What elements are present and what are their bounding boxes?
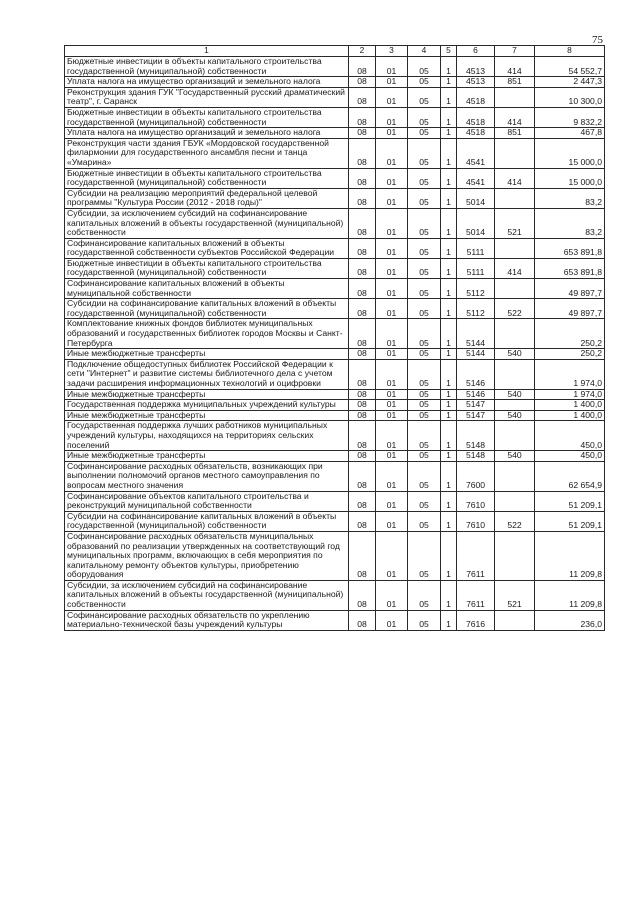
row-name: Софинансирование капитальных вложений в объекты государственной собственности субъектов Российской Федерации [65,238,349,258]
row-program: 1 [441,491,457,511]
column-header: 3 [376,46,408,57]
row-target-item: 5144 [457,349,495,360]
row-subsection: 01 [376,238,408,258]
row-code: 05 [408,107,441,127]
row-code: 05 [408,77,441,88]
row-name: Субсидии, за исключением субсидий на софинансирование капитальных вложений в объекты государственной (муниципальной) собственности [65,208,349,238]
row-amount: 51 209,1 [535,511,605,531]
row-section: 08 [349,87,376,107]
row-expense-type: 540 [495,410,535,421]
row-expense-type: 540 [495,349,535,360]
budget-table-body [65,57,605,631]
row-section: 08 [349,511,376,531]
budget-table [64,45,605,631]
table-row [65,511,605,531]
table-row [65,389,605,400]
table-row [65,299,605,319]
table-row [65,531,605,580]
table-row [65,491,605,511]
row-expense-type: 414 [495,168,535,188]
row-subsection: 01 [376,168,408,188]
row-subsection: 01 [376,299,408,319]
row-section: 08 [349,279,376,299]
row-expense-type: 522 [495,511,535,531]
row-subsection: 01 [376,610,408,630]
row-amount: 49 897,7 [535,299,605,319]
row-amount: 9 832,2 [535,107,605,127]
row-name: Государственная поддержка лучших работников муниципальных учреждений культуры, находящихся на территориях сельских поселений [65,421,349,451]
row-subsection: 01 [376,451,408,462]
table-row [65,87,605,107]
row-target-item: 5147 [457,410,495,421]
row-section: 08 [349,400,376,411]
row-code: 05 [408,461,441,491]
row-target-item: 7616 [457,610,495,630]
row-expense-type: 414 [495,57,535,77]
row-code: 05 [408,491,441,511]
row-program: 1 [441,258,457,278]
row-section: 08 [349,319,376,349]
row-program: 1 [441,87,457,107]
row-expense-type [495,279,535,299]
row-name: Бюджетные инвестиции в объекты капитального строительства государственной (муниципальной) собственности [65,57,349,77]
row-program: 1 [441,410,457,421]
row-section: 08 [349,188,376,208]
row-amount: 467,8 [535,128,605,139]
row-subsection: 01 [376,258,408,278]
row-expense-type [495,359,535,389]
row-subsection: 01 [376,77,408,88]
row-expense-type [495,461,535,491]
row-target-item: 5112 [457,299,495,319]
row-name: Уплата налога на имущество организаций и земельного налога [65,77,349,88]
row-subsection: 01 [376,188,408,208]
row-section: 08 [349,258,376,278]
row-name: Софинансирование расходных обязательств муниципальных образований по реализации утвержденных на соответствующий год муниципальных программ, включающих в себя мероприятия по капитальному ремонту объектов культуры, приобретению оборудования [65,531,349,580]
row-section: 08 [349,580,376,610]
row-amount: 51 209,1 [535,491,605,511]
table-row [65,610,605,630]
row-code: 05 [408,279,441,299]
table-row [65,359,605,389]
row-section: 08 [349,168,376,188]
row-name: Субсидии, за исключением субсидий на софинансирование капитальных вложений в объекты государственной (муниципальной) собственности [65,580,349,610]
column-header: 1 [65,46,349,57]
row-expense-type: 851 [495,128,535,139]
row-target-item: 5111 [457,258,495,278]
row-expense-type [495,421,535,451]
row-target-item: 4518 [457,128,495,139]
row-expense-type: 540 [495,451,535,462]
row-target-item: 4541 [457,168,495,188]
row-amount: 83,2 [535,188,605,208]
row-code: 05 [408,511,441,531]
row-program: 1 [441,238,457,258]
row-section: 08 [349,238,376,258]
table-row [65,400,605,411]
row-name: Субсидии на софинансирование капитальных вложений в объекты государственной (муниципальной) собственности [65,299,349,319]
row-amount: 49 897,7 [535,279,605,299]
row-target-item: 5147 [457,400,495,411]
row-subsection: 01 [376,400,408,411]
row-name: Софинансирование капитальных вложений в объекты муниципальной собственности [65,279,349,299]
row-target-item: 5014 [457,208,495,238]
row-expense-type [495,188,535,208]
table-row [65,57,605,77]
row-name: Субсидии на софинансирование капитальных вложений в объекты государственной (муниципальной) собственности [65,511,349,531]
table-row [65,77,605,88]
row-subsection: 01 [376,87,408,107]
row-amount: 236,0 [535,610,605,630]
row-code: 05 [408,168,441,188]
row-section: 08 [349,461,376,491]
row-name: Комплектование книжных фондов библиотек муниципальных образований и государственных библиотек городов Москвы и Санкт-Петербурга [65,319,349,349]
row-target-item: 5014 [457,188,495,208]
row-program: 1 [441,531,457,580]
row-name: Государственная поддержка муниципальных учреждений культуры [65,400,349,411]
row-section: 08 [349,359,376,389]
row-program: 1 [441,107,457,127]
row-target-item: 5148 [457,451,495,462]
table-row [65,258,605,278]
row-amount: 1 974,0 [535,359,605,389]
row-amount: 250,2 [535,319,605,349]
row-target-item: 7600 [457,461,495,491]
table-row [65,349,605,360]
table-row [65,128,605,139]
row-amount: 11 209,8 [535,580,605,610]
row-name: Бюджетные инвестиции в объекты капитального строительства государственной (муниципальной) собственности [65,168,349,188]
row-program: 1 [441,138,457,168]
column-header: 2 [349,46,376,57]
row-amount: 15 000,0 [535,138,605,168]
table-header-row [65,46,605,57]
row-program: 1 [441,389,457,400]
row-amount: 62 654,9 [535,461,605,491]
column-header: 6 [457,46,495,57]
table-row [65,188,605,208]
column-header: 8 [535,46,605,57]
row-amount: 250,2 [535,349,605,360]
row-amount: 1 974,0 [535,389,605,400]
table-row [65,580,605,610]
row-amount: 11 209,8 [535,531,605,580]
row-target-item: 5112 [457,279,495,299]
row-section: 08 [349,531,376,580]
row-section: 08 [349,421,376,451]
row-program: 1 [441,451,457,462]
row-program: 1 [441,610,457,630]
row-name: Иные межбюджетные трансферты [65,349,349,360]
table-row [65,451,605,462]
row-subsection: 01 [376,359,408,389]
column-header: 5 [441,46,457,57]
row-expense-type [495,138,535,168]
table-row [65,421,605,451]
row-program: 1 [441,400,457,411]
row-amount: 2 447,3 [535,77,605,88]
row-target-item: 7611 [457,531,495,580]
table-row [65,168,605,188]
row-target-item: 4541 [457,138,495,168]
row-name: Реконструкция части здания ГБУК «Мордовской государственной филармонии для государственного ансамбля песни и танца «Умарина» [65,138,349,168]
row-expense-type [495,319,535,349]
row-program: 1 [441,421,457,451]
row-name: Бюджетные инвестиции в объекты капитального строительства государственной (муниципальной) собственности [65,107,349,127]
row-code: 05 [408,421,441,451]
row-program: 1 [441,208,457,238]
row-name: Софинансирование объектов капитального строительства и реконструкций муниципальной собственности [65,491,349,511]
row-expense-type [495,531,535,580]
row-name: Реконструкция здания ГУК "Государственный русский драматический театр", г. Саранск [65,87,349,107]
row-code: 05 [408,128,441,139]
table-row [65,461,605,491]
row-amount: 653 891,8 [535,258,605,278]
row-section: 08 [349,138,376,168]
row-subsection: 01 [376,491,408,511]
row-expense-type: 851 [495,77,535,88]
row-code: 05 [408,610,441,630]
row-target-item: 4513 [457,77,495,88]
row-name: Софинансирование расходных обязательств, возникающих при выполнении полномочий органов местного самоуправления по вопросам местного значения [65,461,349,491]
row-expense-type: 414 [495,258,535,278]
row-section: 08 [349,410,376,421]
row-expense-type [495,400,535,411]
row-subsection: 01 [376,57,408,77]
row-amount: 653 891,8 [535,238,605,258]
row-amount: 450,0 [535,421,605,451]
row-section: 08 [349,107,376,127]
row-program: 1 [441,580,457,610]
row-subsection: 01 [376,461,408,491]
row-section: 08 [349,299,376,319]
row-code: 05 [408,580,441,610]
row-program: 1 [441,128,457,139]
row-subsection: 01 [376,128,408,139]
row-target-item: 5148 [457,421,495,451]
row-target-item: 4518 [457,87,495,107]
row-amount: 1 400,0 [535,410,605,421]
row-program: 1 [441,279,457,299]
row-target-item: 7610 [457,491,495,511]
row-subsection: 01 [376,319,408,349]
row-expense-type [495,238,535,258]
column-header: 7 [495,46,535,57]
row-program: 1 [441,319,457,349]
row-section: 08 [349,349,376,360]
row-code: 05 [408,258,441,278]
row-expense-type: 522 [495,299,535,319]
row-subsection: 01 [376,511,408,531]
row-subsection: 01 [376,349,408,360]
row-program: 1 [441,511,457,531]
row-code: 05 [408,188,441,208]
row-name: Иные межбюджетные трансферты [65,451,349,462]
row-name: Бюджетные инвестиции в объекты капитального строительства государственной (муниципальной) собственности [65,258,349,278]
row-code: 05 [408,208,441,238]
row-program: 1 [441,168,457,188]
row-subsection: 01 [376,208,408,238]
table-row [65,319,605,349]
row-code: 05 [408,389,441,400]
row-amount: 450,0 [535,451,605,462]
row-code: 05 [408,57,441,77]
row-program: 1 [441,299,457,319]
row-subsection: 01 [376,410,408,421]
row-name: Иные межбюджетные трансферты [65,389,349,400]
row-subsection: 01 [376,531,408,580]
row-expense-type [495,610,535,630]
row-target-item: 7610 [457,511,495,531]
table-row [65,208,605,238]
table-row [65,107,605,127]
row-subsection: 01 [376,107,408,127]
row-target-item: 7611 [457,580,495,610]
row-code: 05 [408,400,441,411]
row-code: 05 [408,138,441,168]
row-code: 05 [408,410,441,421]
row-program: 1 [441,57,457,77]
row-subsection: 01 [376,580,408,610]
row-subsection: 01 [376,138,408,168]
row-expense-type: 540 [495,389,535,400]
row-target-item: 5111 [457,238,495,258]
row-name: Субсидии на реализацию мероприятий федеральной целевой программы "Культура России (2012 - 2018 годы)" [65,188,349,208]
row-name: Софинансирование расходных обязательств по укреплению материально-технической базы учреждений культуры [65,610,349,630]
row-program: 1 [441,349,457,360]
row-expense-type: 521 [495,580,535,610]
row-expense-type [495,87,535,107]
row-code: 05 [408,349,441,360]
row-section: 08 [349,77,376,88]
row-subsection: 01 [376,389,408,400]
row-section: 08 [349,208,376,238]
row-target-item: 5146 [457,359,495,389]
row-code: 05 [408,451,441,462]
row-amount: 83,2 [535,208,605,238]
table-row [65,279,605,299]
row-target-item: 5144 [457,319,495,349]
row-section: 08 [349,610,376,630]
row-section: 08 [349,491,376,511]
row-program: 1 [441,359,457,389]
row-code: 05 [408,531,441,580]
row-expense-type: 414 [495,107,535,127]
row-name: Иные межбюджетные трансферты [65,410,349,421]
row-target-item: 4518 [457,107,495,127]
table-row [65,238,605,258]
row-code: 05 [408,319,441,349]
row-code: 05 [408,359,441,389]
row-target-item: 4513 [457,57,495,77]
row-code: 05 [408,238,441,258]
table-row [65,138,605,168]
row-name: Уплата налога на имущество организаций и земельного налога [65,128,349,139]
row-amount: 1 400,0 [535,400,605,411]
row-expense-type [495,491,535,511]
row-amount: 10 300,0 [535,87,605,107]
page-number: 75 [592,34,603,46]
row-code: 05 [408,299,441,319]
row-amount: 54 552,7 [535,57,605,77]
row-amount: 15 000,0 [535,168,605,188]
row-program: 1 [441,461,457,491]
row-name: Подключение общедоступных библиотек Российской Федерации к сети "Интернет" и развитие системы библиотечного дела с учетом задачи расширения информационных технологий и оцифровки [65,359,349,389]
row-section: 08 [349,57,376,77]
row-expense-type: 521 [495,208,535,238]
row-code: 05 [408,87,441,107]
row-subsection: 01 [376,279,408,299]
row-section: 08 [349,128,376,139]
row-target-item: 5146 [457,389,495,400]
row-section: 08 [349,451,376,462]
row-section: 08 [349,389,376,400]
row-program: 1 [441,188,457,208]
row-program: 1 [441,77,457,88]
table-row [65,410,605,421]
column-header: 4 [408,46,441,57]
row-subsection: 01 [376,421,408,451]
